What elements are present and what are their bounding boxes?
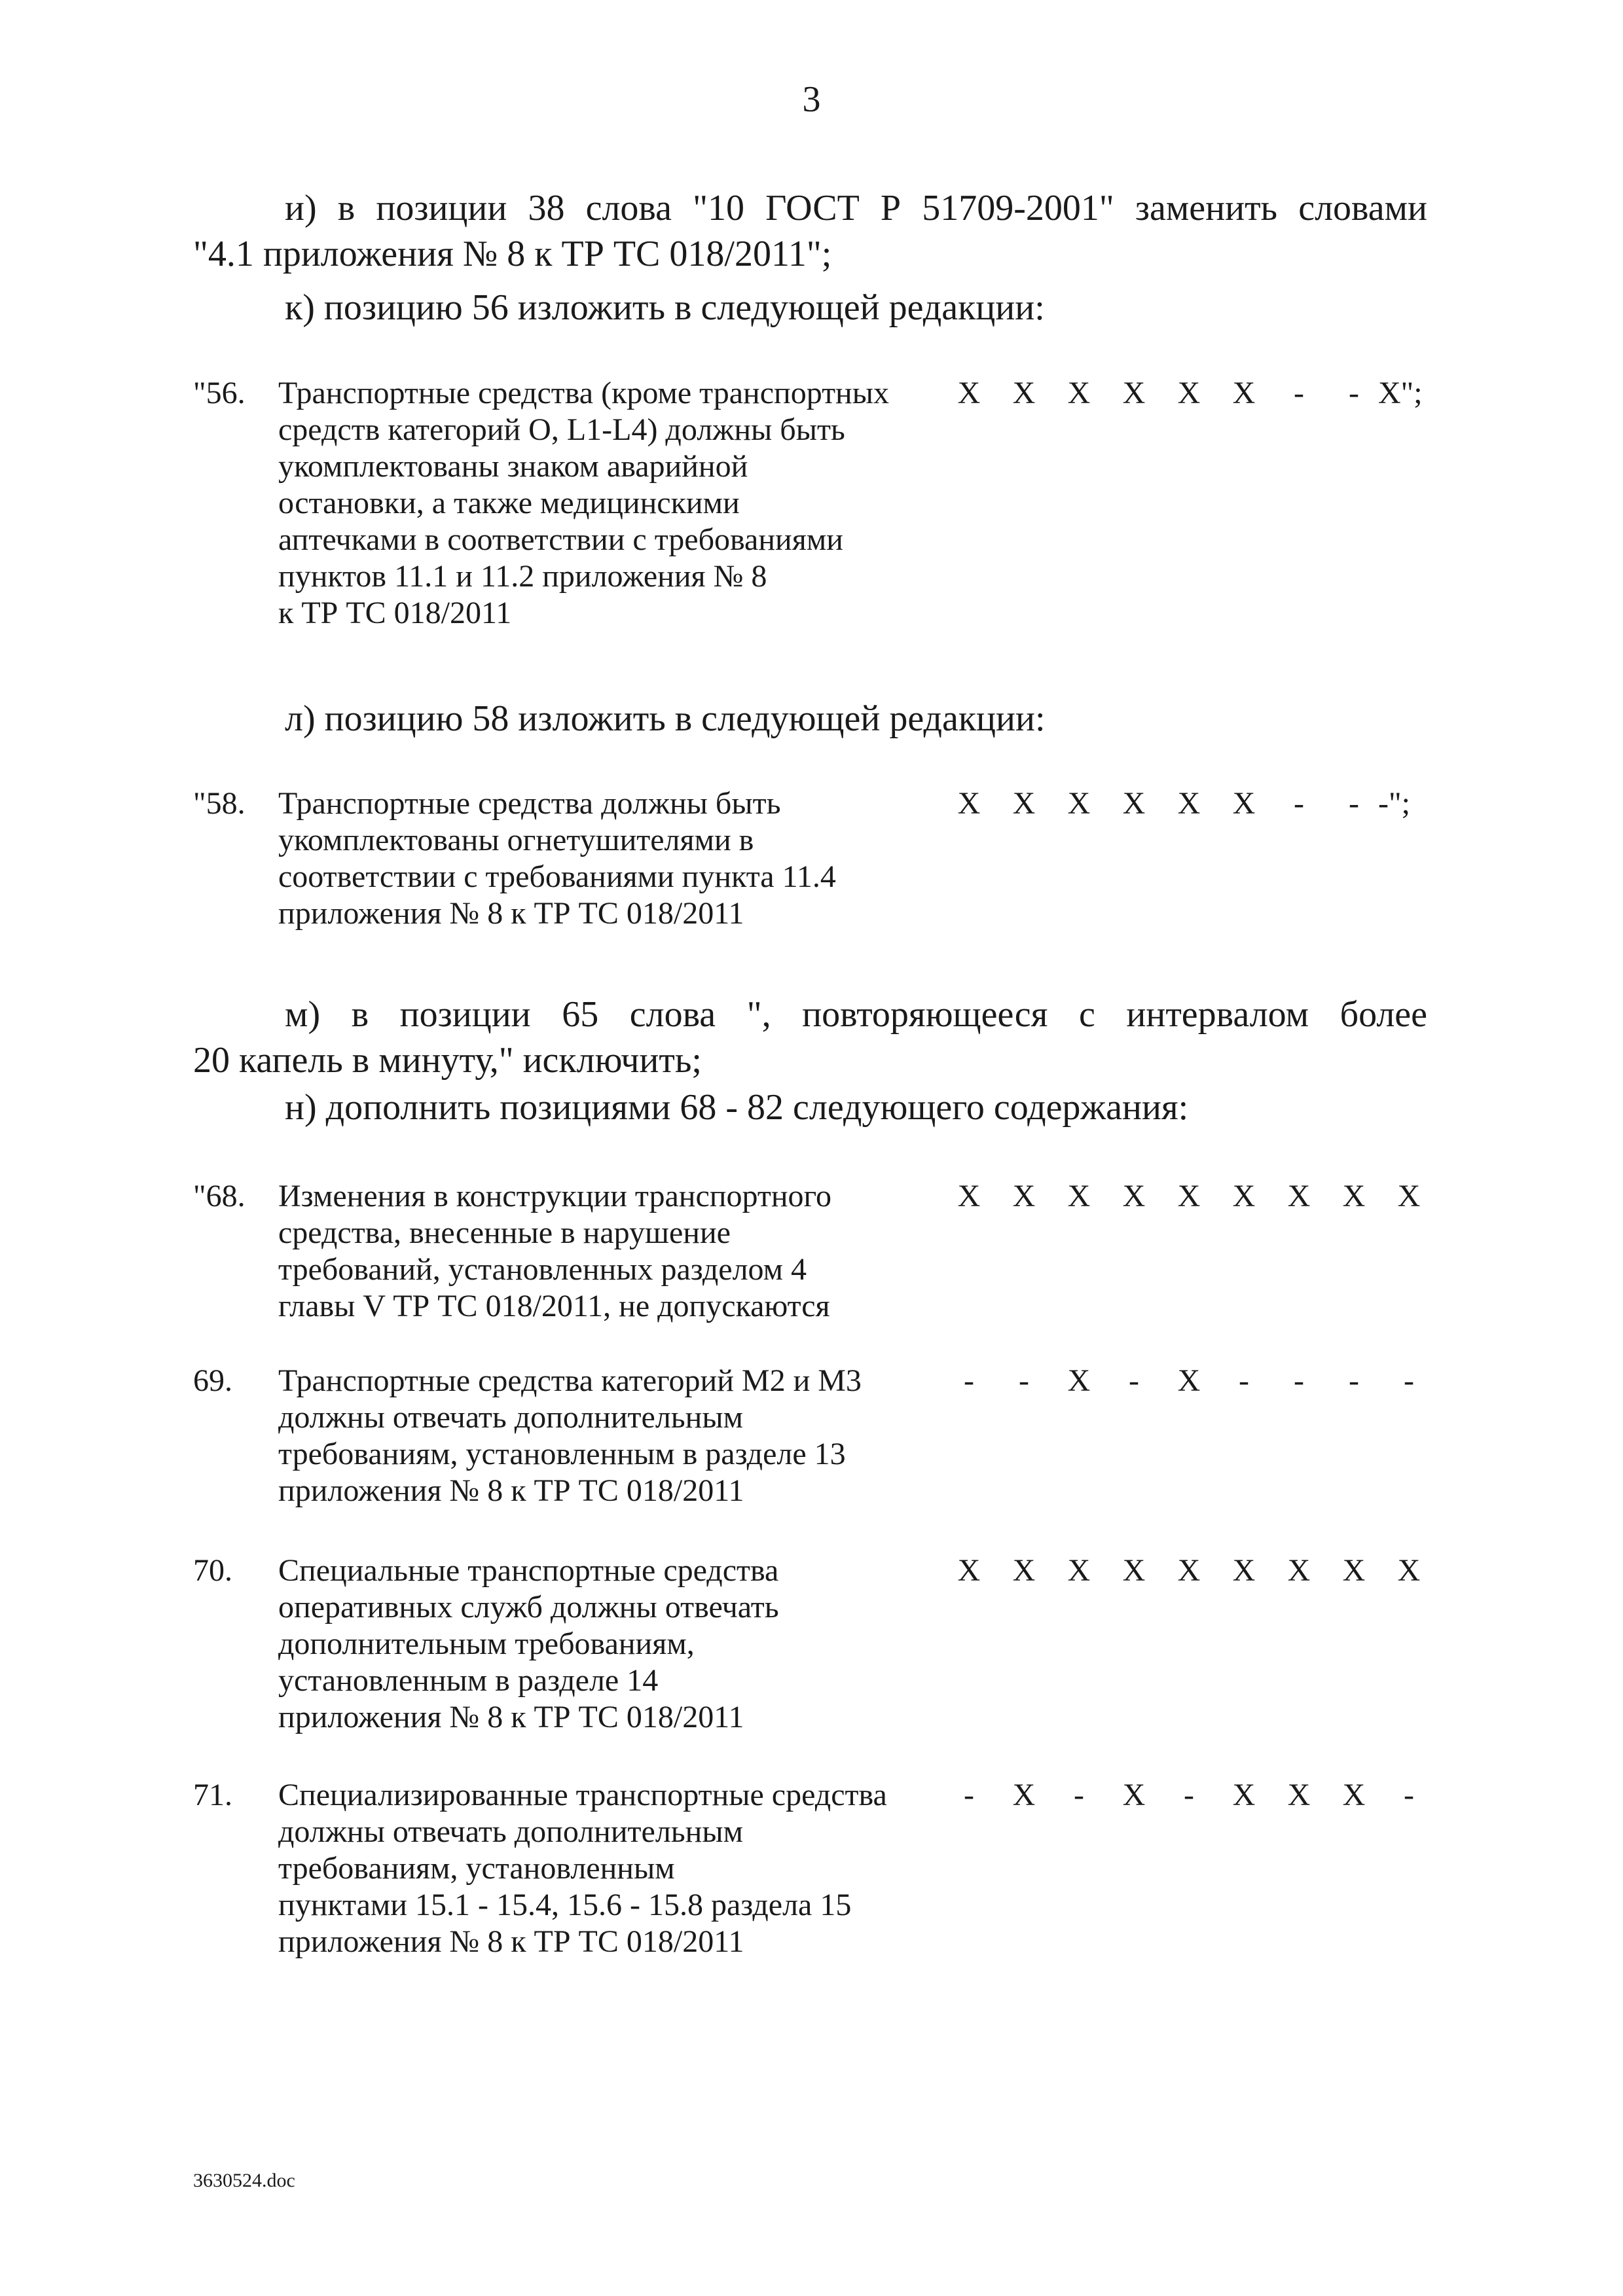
category-mark: X	[1067, 376, 1091, 410]
entry-line: пунктами 15.1 - 15.4, 15.6 - 15.8 раздела 15	[278, 1888, 852, 1922]
category-mark: -	[964, 1363, 974, 1398]
category-mark: -	[1294, 376, 1304, 410]
category-mark: X	[1012, 376, 1036, 410]
category-mark: X	[957, 1179, 981, 1213]
category-mark: -	[964, 1778, 974, 1812]
entry-line: Специализированные транспортные средства	[278, 1778, 887, 1812]
category-mark: X	[1012, 1778, 1036, 1812]
category-mark: X	[1287, 1778, 1311, 1812]
entry-text-71	[278, 1777, 933, 1960]
category-mark: X	[1012, 1179, 1036, 1213]
category-mark: -	[1349, 376, 1359, 410]
entry-line: приложения № 8 к ТР ТС 018/2011	[278, 896, 744, 931]
category-mark: -	[1294, 786, 1304, 821]
entry-line: Изменения в конструкции транспортного	[278, 1179, 831, 1213]
entry-text-56	[278, 375, 933, 632]
entry-line: пунктов 11.1 и 11.2 приложения № 8	[278, 559, 767, 594]
category-marks-68	[946, 1178, 1444, 1215]
category-mark: X	[1067, 786, 1091, 821]
paragraph-n: н) дополнить позициями 68 - 82 следующего содержания:	[285, 1087, 1189, 1128]
category-mark: X	[1122, 786, 1146, 821]
category-mark: X	[1287, 1553, 1311, 1588]
entry-line: дополнительным требованиям,	[278, 1626, 695, 1661]
category-mark: -	[1074, 1778, 1084, 1812]
entry-text-70	[278, 1552, 933, 1736]
entry-line: Транспортные средства категорий M2 и M3	[278, 1363, 862, 1398]
category-mark: -	[1404, 1363, 1414, 1398]
category-mark: X	[1177, 1553, 1201, 1588]
entry-text-58	[278, 785, 933, 932]
entry-line: оперативных служб должны отвечать	[278, 1590, 779, 1624]
entry-line: аптечками в соответствии с требованиями	[278, 522, 843, 557]
entry-line: укомплектованы огнетушителями в	[278, 823, 754, 857]
category-marks-56	[946, 375, 1444, 412]
entry-line: остановки, а также медицинскими	[278, 486, 740, 520]
category-mark: X	[1232, 1553, 1256, 1588]
entry-line: требованиям, установленным	[278, 1851, 675, 1886]
category-mark: X	[1397, 1179, 1421, 1213]
category-mark: -	[1349, 786, 1359, 821]
entry-number-56: "56.	[193, 376, 246, 410]
paragraph-m-line1: м) в позиции 65 слова ", повторяющееся с интервалом более	[285, 994, 1427, 1035]
entry-line: требований, установленных разделом 4	[278, 1252, 807, 1287]
entry-line: Транспортные средства (кроме транспортных	[278, 376, 889, 410]
entry-text-68	[278, 1178, 933, 1325]
category-mark: X	[1287, 1179, 1311, 1213]
paragraph-i-line2: "4.1 приложения № 8 к ТР ТС 018/2011";	[193, 234, 832, 274]
entry-line: приложения № 8 к ТР ТС 018/2011	[278, 1700, 744, 1734]
category-mark: -	[1294, 1363, 1304, 1398]
category-mark: X	[957, 1553, 981, 1588]
entry-line: установленным в разделе 14	[278, 1663, 659, 1698]
category-mark: X	[1232, 786, 1256, 821]
entry-number-69: 69.	[193, 1363, 232, 1398]
category-mark: X	[1397, 1553, 1421, 1588]
category-mark: X	[957, 786, 981, 821]
category-mark: X	[1067, 1363, 1091, 1398]
entry-number-70: 70.	[193, 1553, 232, 1588]
category-mark: X	[1232, 376, 1256, 410]
category-mark: X	[1122, 376, 1146, 410]
entry-line: соответствии с требованиями пункта 11.4	[278, 859, 836, 894]
entry-line: приложения № 8 к ТР ТС 018/2011	[278, 1924, 744, 1959]
category-mark: X	[1012, 786, 1036, 821]
category-mark: X	[1342, 1553, 1366, 1588]
category-mark: -	[1019, 1363, 1029, 1398]
category-marks-70	[946, 1552, 1444, 1589]
page-number: 3	[802, 79, 821, 120]
category-mark: -	[1184, 1778, 1194, 1812]
category-mark: X	[1177, 376, 1201, 410]
category-mark: X	[1122, 1179, 1146, 1213]
category-mark: X	[1177, 1363, 1201, 1398]
paragraph-i-line1: и) в позиции 38 слова "10 ГОСТ Р 51709-2001" заменить словами	[285, 188, 1427, 228]
category-marks-58	[946, 785, 1444, 822]
entry-number-68: "68.	[193, 1179, 246, 1213]
category-mark: X	[1232, 1778, 1256, 1812]
category-mark: X	[1342, 1179, 1366, 1213]
category-mark: -	[1349, 1363, 1359, 1398]
entry-line: средства, внесенные в нарушение	[278, 1215, 731, 1250]
category-mark: X	[1067, 1179, 1091, 1213]
category-mark: X	[1177, 786, 1201, 821]
category-mark: X	[1232, 1179, 1256, 1213]
entry-text-69	[278, 1363, 933, 1509]
entry-line: должны отвечать дополнительным	[278, 1400, 743, 1435]
entry-line: приложения № 8 к ТР ТС 018/2011	[278, 1473, 744, 1508]
paragraph-m-line2: 20 капель в минуту," исключить;	[193, 1040, 702, 1081]
entry-line: Специальные транспортные средства	[278, 1553, 779, 1588]
category-mark: -	[1239, 1363, 1249, 1398]
category-mark: -";	[1378, 786, 1410, 821]
category-mark: X	[957, 376, 981, 410]
entry-line: требованиям, установленным в разделе 13	[278, 1437, 846, 1471]
category-marks-69	[946, 1363, 1444, 1399]
entry-line: Транспортные средства должны быть	[278, 786, 781, 821]
category-mark: X	[1122, 1553, 1146, 1588]
category-marks-71	[946, 1777, 1444, 1814]
category-mark: X	[1342, 1778, 1366, 1812]
category-mark: -	[1129, 1363, 1139, 1398]
category-mark: X	[1177, 1179, 1201, 1213]
entry-line: к ТР ТС 018/2011	[278, 596, 512, 630]
paragraph-l: л) позицию 58 изложить в следующей редакции:	[285, 698, 1046, 739]
category-mark: X	[1067, 1553, 1091, 1588]
category-mark: X	[1012, 1553, 1036, 1588]
entry-line: средств категорий O, L1-L4) должны быть	[278, 412, 845, 447]
entry-line: главы V ТР ТС 018/2011, не допускаются	[278, 1289, 830, 1323]
category-mark: X	[1122, 1778, 1146, 1812]
entry-number-71: 71.	[193, 1778, 232, 1812]
category-mark: -	[1404, 1778, 1414, 1812]
entry-line: укомплектованы знаком аварийной	[278, 449, 748, 484]
entry-line: должны отвечать дополнительным	[278, 1814, 743, 1849]
footer-filename: 3630524.doc	[193, 2170, 295, 2191]
entry-number-58: "58.	[193, 786, 246, 821]
category-mark: X";	[1378, 376, 1423, 410]
paragraph-k: к) позицию 56 изложить в следующей редакции:	[285, 287, 1045, 328]
